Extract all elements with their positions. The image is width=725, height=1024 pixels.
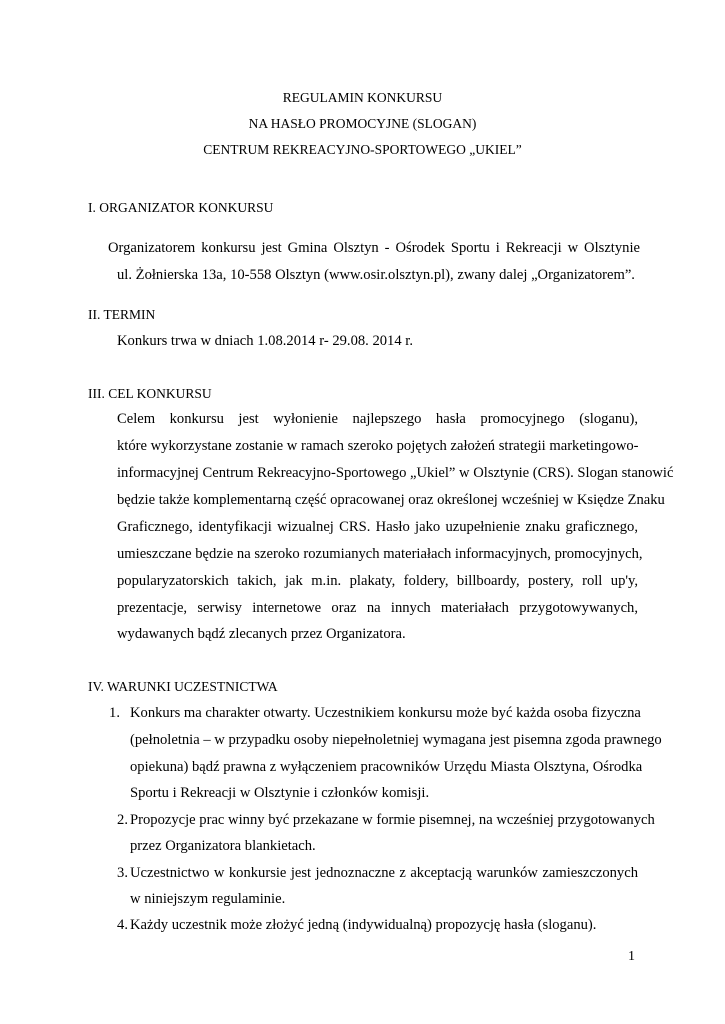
section-3-line: Graficznego, identyfikacji wizualnej CRS. Hasło jako uzupełnienie znaku graficznego, — [117, 519, 638, 535]
section-3-heading: III. CEL KONKURSU — [88, 386, 212, 401]
page-number: 1 — [628, 949, 635, 964]
section-4-heading: IV. WARUNKI UCZESTNICTWA — [88, 679, 278, 694]
list-item-line: Uczestnictwo w konkursie jest jednoznaczne z akceptacją warunków zamieszczonych — [130, 865, 638, 881]
list-item-line: przez Organizatora blankietach. — [130, 838, 316, 854]
list-item-number: 3. — [117, 865, 128, 881]
document-title-line-3: CENTRUM REKREACYJNO-SPORTOWEGO „UKIEL” — [203, 142, 522, 157]
section-2-heading: II. TERMIN — [88, 307, 156, 322]
section-3-line: prezentacje, serwisy internetowe oraz na innych materiałach przygotowywanych, — [117, 600, 638, 616]
list-item-number: 4. — [117, 917, 128, 933]
section-3-line: informacyjnej Centrum Rekreacyjno-Sportowego „Ukiel” w Olsztynie (CRS). Slogan stanowić — [117, 465, 674, 481]
document-title-line-1: REGULAMIN KONKURSU — [282, 90, 443, 105]
list-item-line: (pełnoletnia – w przypadku osoby niepełnoletniej wymagana jest pisemna zgoda prawnego — [130, 732, 662, 748]
list-item-line: Konkurs ma charakter otwarty. Uczestnikiem konkursu może być każda osoba fizyczna — [130, 705, 641, 721]
section-3-line: popularyzatorskich takich, jak m.in. plakaty, foldery, billboardy, postery, roll up'y, — [117, 573, 638, 589]
section-1-heading: I. ORGANIZATOR KONKURSU — [88, 200, 274, 215]
list-item-line: Propozycje prac winny być przekazane w formie pisemnej, na wcześniej przygotowanych — [130, 812, 655, 828]
section-2-line: Konkurs trwa w dniach 1.08.2014 r- 29.08. 2014 r. — [117, 333, 414, 349]
list-item-line: Sportu i Rekreacji w Olsztynie i członków komisji. — [130, 785, 430, 801]
list-item-number: 2. — [117, 812, 128, 828]
list-item-line: Każdy uczestnik może złożyć jedną (indywidualną) propozycję hasła (sloganu). — [130, 917, 597, 933]
section-3-line: Celem konkursu jest wyłonienie najlepszego hasła promocyjnego (sloganu), — [117, 411, 638, 427]
section-1-line: ul. Żołnierska 13a, 10-558 Olsztyn (www.osir.olsztyn.pl), zwany dalej „Organizatorem”. — [117, 267, 635, 283]
list-item-line: w niniejszym regulaminie. — [130, 891, 286, 907]
list-item-line: opiekuna) bądź prawna z wyłączeniem pracowników Urzędu Miasta Olsztyna, Ośrodka — [130, 759, 643, 775]
section-3-line: wydawanych bądź zlecanych przez Organizatora. — [117, 626, 406, 642]
section-3-line: umieszczane będzie na szeroko rozumianych materiałach informacyjnych, promocyjnych, — [117, 546, 643, 562]
list-item-number: 1. — [109, 705, 120, 721]
document-title-line-2: NA HASŁO PROMOCYJNE (SLOGAN) — [248, 116, 477, 131]
section-3-line: będzie także komplementarną część opracowanej oraz określonej wcześniej w Księdze Znaku — [117, 492, 665, 508]
section-3-line: które wykorzystane zostanie w ramach szeroko pojętych założeń strategii marketingowo- — [117, 438, 639, 454]
section-1-line: Organizatorem konkursu jest Gmina Olsztyn - Ośrodek Sportu i Rekreacji w Olsztynie — [108, 240, 640, 256]
